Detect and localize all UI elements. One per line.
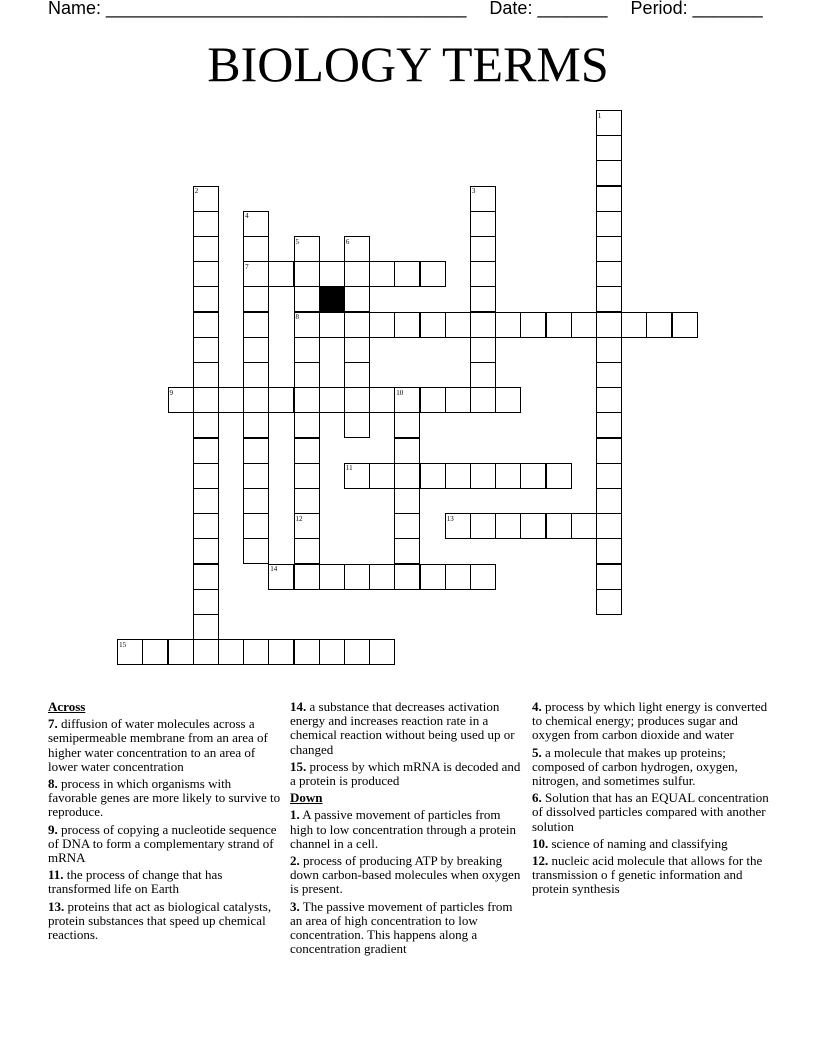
grid-cell[interactable] — [243, 286, 269, 312]
clue-item-text: process in which organisms with favorable genes are more likely to survive to reproduce. — [48, 776, 281, 820]
grid-cell[interactable] — [218, 639, 244, 665]
clue-column-3 — [532, 700, 772, 900]
clue-number: 14 — [270, 565, 278, 574]
grid-cell[interactable] — [621, 312, 647, 338]
clue-item — [48, 900, 282, 943]
grid-cell[interactable] — [596, 186, 622, 212]
page-title: BIOLOGY TERMS — [207, 36, 609, 92]
clue-item-text: process by which light energy is converted to chemical energy; produces sugar and oxygen from carbon dioxide and water — [532, 699, 768, 743]
grid-cell[interactable] — [596, 261, 622, 287]
grid-cell[interactable] — [520, 312, 546, 338]
grid-cell[interactable] — [193, 488, 219, 514]
grid-cell[interactable] — [243, 236, 269, 262]
clue-item — [290, 808, 524, 851]
grid-cell[interactable] — [193, 438, 219, 464]
grid-cell[interactable] — [344, 564, 370, 590]
clue-number: 1 — [597, 111, 602, 120]
grid-cell[interactable] — [294, 438, 320, 464]
grid-cell[interactable] — [596, 564, 622, 590]
grid-cell[interactable] — [546, 312, 572, 338]
grid-cell[interactable] — [294, 564, 320, 590]
clue-item-text: proteins that act as biological catalysts, protein substances that speed up chemical reactions. — [48, 898, 272, 943]
grid-cell[interactable] — [294, 387, 320, 413]
clue-item-number: 7. — [48, 716, 58, 732]
grid-cell[interactable] — [420, 564, 446, 590]
grid-cell[interactable] — [193, 261, 219, 287]
grid-cell[interactable] — [596, 513, 622, 539]
grid-cell[interactable] — [470, 236, 496, 262]
grid-cell[interactable] — [344, 412, 370, 438]
grid-cell[interactable] — [319, 261, 345, 287]
grid-cell[interactable] — [243, 463, 269, 489]
grid-cell[interactable] — [243, 513, 269, 539]
clue-item-text: process of producing ATP by breaking down carbon-based molecules when oxygen is present. — [290, 853, 521, 897]
grid-cell[interactable] — [470, 211, 496, 237]
grid-cell[interactable] — [394, 412, 420, 438]
grid-cell[interactable] — [596, 488, 622, 514]
clue-number: 11 — [345, 464, 353, 473]
grid-cell[interactable] — [596, 463, 622, 489]
grid-cell[interactable] — [193, 614, 219, 640]
grid-cell[interactable] — [394, 312, 420, 338]
grid-cell[interactable] — [470, 362, 496, 388]
grid-cell[interactable] — [394, 261, 420, 287]
grid-cell[interactable] — [369, 564, 395, 590]
clue-item — [532, 700, 772, 743]
grid-cell[interactable] — [294, 261, 320, 287]
grid-cell[interactable] — [319, 564, 345, 590]
grid-cell[interactable] — [571, 312, 597, 338]
grid-cell[interactable] — [394, 438, 420, 464]
grid-cell[interactable] — [193, 286, 219, 312]
grid-cell[interactable] — [294, 463, 320, 489]
grid-cell[interactable] — [394, 513, 420, 539]
clue-item — [532, 746, 772, 789]
grid-cell[interactable] — [344, 387, 370, 413]
grid-cell[interactable] — [369, 261, 395, 287]
clue-item — [532, 791, 772, 834]
grid-cell[interactable] — [546, 513, 572, 539]
grid-cell[interactable] — [243, 387, 269, 413]
grid-cell[interactable] — [596, 160, 622, 186]
grid-cell[interactable] — [294, 639, 320, 665]
grid-cell[interactable] — [369, 387, 395, 413]
clue-item-text: process of copying a nucleotide sequence of DNA to form a complementary strand of mRNA — [48, 821, 277, 866]
grid-cell[interactable] — [520, 463, 546, 489]
grid-cell[interactable] — [344, 312, 370, 338]
clue-column-1 — [48, 700, 282, 945]
clue-item-number: 1. — [290, 807, 300, 823]
grid-cell[interactable] — [193, 538, 219, 564]
grid-cell[interactable] — [546, 463, 572, 489]
grid-cell[interactable] — [470, 513, 496, 539]
grid-cell[interactable] — [445, 564, 471, 590]
clue-number: 15 — [119, 640, 127, 649]
clue-item-text: diffusion of water molecules across a semipermeable membrane from an area of higher water concentration to an area of lower water concentration — [48, 716, 268, 774]
grid-cell[interactable] — [319, 387, 345, 413]
grid-cell[interactable] — [268, 261, 294, 287]
grid-cell[interactable] — [344, 286, 370, 312]
grid-cell[interactable] — [344, 261, 370, 287]
clue-item-number: 12. — [532, 853, 549, 869]
grid-cell[interactable] — [142, 639, 168, 665]
clue-item-text: the process of change that has transformed life on Earth — [48, 867, 223, 897]
clue-item-number: 8. — [48, 776, 58, 792]
clue-item-text: A passive movement of particles from high to low concentration through a protein channel in a cell. — [290, 807, 517, 851]
grid-cell[interactable] — [394, 463, 420, 489]
grid-cell[interactable] — [596, 236, 622, 262]
clue-item-text: The passive movement of particles from an area of high concentration to low concentration. This happens along a concentration gradient — [290, 898, 513, 957]
grid-cell[interactable] — [672, 312, 698, 338]
grid-cell[interactable] — [646, 312, 672, 338]
grid-cell[interactable] — [168, 639, 194, 665]
grid-cell[interactable] — [420, 387, 446, 413]
grid-cell[interactable] — [596, 286, 622, 312]
grid-cell[interactable] — [344, 362, 370, 388]
clue-number: 4 — [245, 212, 249, 221]
grid-cell[interactable] — [344, 639, 370, 665]
grid-cell[interactable] — [193, 589, 219, 615]
grid-cell[interactable] — [193, 564, 219, 590]
grid-cell[interactable] — [268, 639, 294, 665]
clue-item-text: science of naming and classifying — [548, 835, 728, 851]
grid-cell[interactable] — [445, 312, 471, 338]
clue-item-number: 6. — [532, 790, 542, 806]
clue-number: 5 — [295, 237, 299, 246]
grid-cell[interactable] — [596, 135, 622, 161]
grid-cell[interactable] — [596, 538, 622, 564]
grid-cell[interactable] — [193, 387, 219, 413]
grid-cell[interactable] — [243, 412, 269, 438]
clue-number: 10 — [396, 388, 404, 397]
grid-cell[interactable] — [243, 312, 269, 338]
clue-item — [48, 823, 282, 866]
clue-item-number: 3. — [290, 898, 300, 914]
clue-number: 9 — [169, 388, 173, 397]
grid-cell[interactable] — [420, 312, 446, 338]
grid-cell[interactable] — [243, 362, 269, 388]
clue-item-text: a substance that decreases activation energy and increases reaction rate in a chemical reaction without being used up or changed — [290, 699, 515, 757]
grid-cell[interactable] — [369, 463, 395, 489]
grid-cell[interactable] — [470, 463, 496, 489]
grid-cell[interactable] — [243, 538, 269, 564]
grid-cell[interactable] — [319, 639, 345, 665]
grid-cell[interactable] — [369, 639, 395, 665]
clue-item-number: 11. — [48, 867, 64, 883]
clue-item — [290, 854, 524, 897]
clue-number: 13 — [446, 514, 454, 523]
grid-cell[interactable] — [218, 387, 244, 413]
grid-cell[interactable] — [420, 261, 446, 287]
grid-cell[interactable] — [193, 211, 219, 237]
clue-item-number: 4. — [532, 699, 542, 714]
grid-cell[interactable] — [319, 312, 345, 338]
grid-cell[interactable] — [394, 564, 420, 590]
grid-cell[interactable] — [294, 488, 320, 514]
grid-cell[interactable] — [495, 463, 521, 489]
grid-cell[interactable] — [268, 387, 294, 413]
grid-cell[interactable] — [495, 312, 521, 338]
clue-item-text: nucleic acid molecule that allows for the transmission o f genetic information and protein synthesis — [532, 853, 763, 897]
grid-cell[interactable] — [243, 337, 269, 363]
clue-heading: Across — [48, 699, 86, 714]
grid-cell[interactable] — [294, 412, 320, 438]
clue-number: 2 — [194, 187, 199, 196]
grid-cell[interactable] — [193, 513, 219, 539]
grid-cell[interactable] — [294, 337, 320, 363]
grid-cell[interactable] — [294, 286, 320, 312]
clue-item — [290, 700, 524, 757]
grid-cell[interactable] — [596, 211, 622, 237]
grid-cell[interactable] — [369, 312, 395, 338]
black-square — [319, 286, 345, 312]
grid-cell[interactable] — [596, 589, 622, 615]
grid-cell[interactable] — [596, 438, 622, 464]
grid-cell[interactable] — [596, 312, 622, 338]
grid-cell[interactable] — [193, 412, 219, 438]
clue-item — [48, 868, 282, 896]
grid-cell[interactable] — [445, 387, 471, 413]
clue-item — [532, 837, 772, 851]
clue-number: 7 — [245, 262, 249, 271]
clue-item — [48, 777, 282, 820]
period-field: Period: _______ — [630, 0, 763, 18]
date-field: Date: _______ — [489, 0, 608, 18]
clue-item-number: 15. — [290, 758, 307, 774]
clue-item-number: 5. — [532, 744, 542, 760]
grid-cell[interactable] — [193, 236, 219, 262]
grid-cell[interactable] — [193, 639, 219, 665]
grid-cell[interactable] — [470, 337, 496, 363]
clue-item-number: 10. — [532, 835, 549, 851]
grid-cell[interactable] — [243, 488, 269, 514]
grid-cell[interactable] — [344, 337, 370, 363]
grid-cell[interactable] — [470, 387, 496, 413]
grid-cell[interactable] — [193, 312, 219, 338]
clue-number: 8 — [295, 313, 299, 322]
clue-number: 12 — [295, 514, 303, 523]
clue-item-text: Solution that has an EQUAL concentration of dissolved particles compared with another solution — [532, 790, 769, 834]
grid-cell[interactable] — [394, 488, 420, 514]
grid-cell[interactable] — [495, 387, 521, 413]
grid-cell[interactable] — [596, 387, 622, 413]
grid-cell[interactable] — [445, 463, 471, 489]
grid-cell[interactable] — [243, 438, 269, 464]
grid-cell[interactable] — [394, 538, 420, 564]
grid-cell[interactable] — [420, 463, 446, 489]
clue-item-number: 13. — [48, 898, 65, 914]
grid-cell[interactable] — [294, 538, 320, 564]
grid-cell[interactable] — [470, 261, 496, 287]
clue-item-number: 14. — [290, 699, 307, 714]
grid-cell[interactable] — [520, 513, 546, 539]
clue-item — [532, 854, 772, 897]
grid-cell[interactable] — [571, 513, 597, 539]
grid-cell[interactable] — [596, 412, 622, 438]
clue-heading: Down — [290, 790, 323, 806]
clue-number: 3 — [471, 187, 476, 196]
grid-cell[interactable] — [470, 564, 496, 590]
clue-item — [48, 717, 282, 774]
clue-number: 6 — [345, 237, 350, 246]
clue-item-text: a molecule that makes up proteins; composed of carbon hydrogen, oxygen, nitrogen, and sometimes sulfur. — [532, 744, 738, 789]
grid-cell[interactable] — [470, 286, 496, 312]
grid-cell[interactable] — [243, 639, 269, 665]
clue-column-2 — [290, 700, 524, 959]
grid-cell[interactable] — [193, 362, 219, 388]
grid-cell[interactable] — [495, 513, 521, 539]
clue-item-number: 9. — [48, 821, 58, 837]
name-field: Name: ____________________________________ — [48, 0, 467, 18]
grid-cell[interactable] — [294, 362, 320, 388]
grid-cell[interactable] — [470, 312, 496, 338]
grid-cell[interactable] — [596, 362, 622, 388]
clue-item-text: process by which mRNA is decoded and a protein is produced — [290, 758, 521, 789]
clue-item-number: 2. — [290, 853, 300, 869]
grid-cell[interactable] — [193, 337, 219, 363]
clue-item — [290, 900, 524, 957]
grid-cell[interactable] — [596, 337, 622, 363]
grid-cell[interactable] — [193, 463, 219, 489]
clue-item — [290, 760, 524, 788]
